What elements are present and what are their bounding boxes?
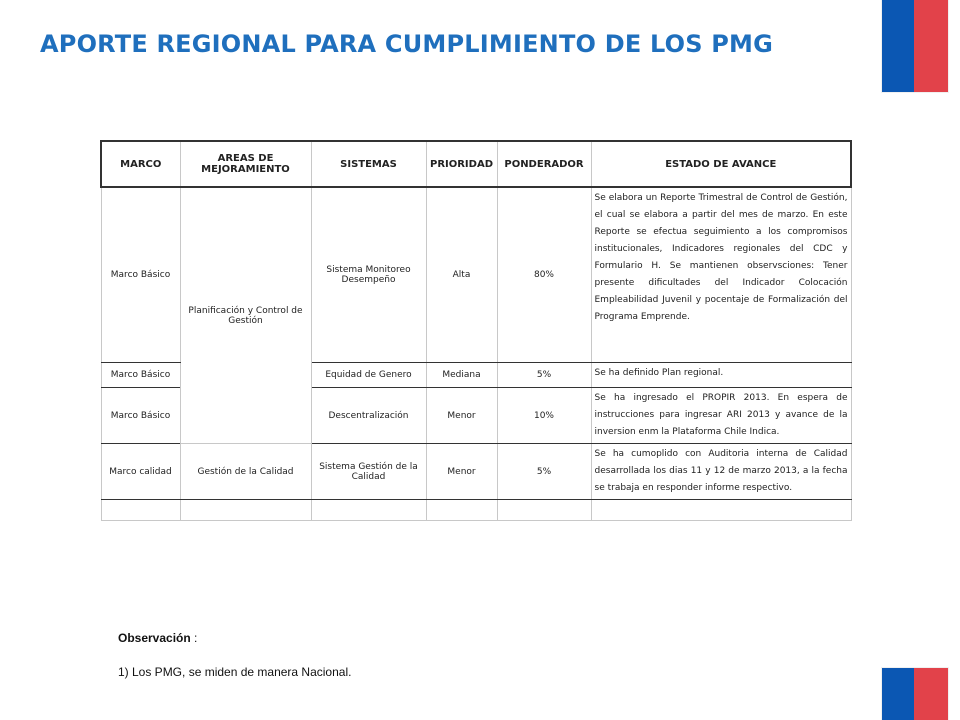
cell-empty bbox=[591, 500, 851, 521]
cell-marco: Marco Básico bbox=[101, 187, 180, 363]
cell-prioridad: Alta bbox=[426, 187, 497, 363]
table-row-empty bbox=[101, 500, 851, 521]
cell-marco: Marco Básico bbox=[101, 363, 180, 388]
observation-line: 1) Los PMG, se miden de manera Nacional. bbox=[118, 665, 352, 679]
table-row bbox=[101, 444, 851, 500]
observation-heading bbox=[118, 631, 197, 645]
cell-estado: Se ha definido Plan regional. bbox=[591, 363, 851, 388]
header-ponderador: PONDERADOR bbox=[497, 141, 591, 187]
flag-red-band bbox=[914, 0, 948, 92]
cell-area: Gestión de la Calidad bbox=[180, 444, 311, 500]
cell-marco: Marco Básico bbox=[101, 388, 180, 444]
header-prioridad: PRIORIDAD bbox=[426, 141, 497, 187]
cell-sistema: Equidad de Genero bbox=[311, 363, 426, 388]
cell-ponderador: 10% bbox=[497, 388, 591, 444]
header-marco: MARCO bbox=[101, 141, 180, 187]
cell-empty bbox=[497, 500, 591, 521]
cell-prioridad: Mediana bbox=[426, 363, 497, 388]
pmg-table bbox=[100, 140, 852, 521]
cell-estado: Se ha cumoplido con Auditoria interna de Calidad desarrollada los dias 11 y 12 de marzo 2013, a la fecha se trabaja en responder informe respectivo. bbox=[591, 444, 851, 500]
header-sistemas: SISTEMAS bbox=[311, 141, 426, 187]
cell-sistema: Sistema Monitoreo Desempeño bbox=[311, 187, 426, 363]
cell-estado: Se ha ingresado el PROPIR 2013. En espera de instrucciones para ingresar ARI 2013 y avance de la inversion enm la Plataforma Chile Indica. bbox=[591, 388, 851, 444]
observation-label: Observación bbox=[118, 631, 191, 645]
cell-ponderador: 5% bbox=[497, 363, 591, 388]
flag-blue-band bbox=[882, 0, 914, 92]
cell-ponderador: 5% bbox=[497, 444, 591, 500]
cell-prioridad: Menor bbox=[426, 388, 497, 444]
table-row bbox=[101, 187, 851, 363]
header-areas: AREAS DE MEJORAMIENTO bbox=[180, 141, 311, 187]
cell-ponderador: 80% bbox=[497, 187, 591, 363]
cell-empty bbox=[426, 500, 497, 521]
cell-sistema: Descentralización bbox=[311, 388, 426, 444]
table-header-row bbox=[101, 141, 851, 187]
cell-prioridad: Menor bbox=[426, 444, 497, 500]
chile-flag-stripe-bottom bbox=[882, 668, 948, 720]
observation-separator: : bbox=[190, 631, 198, 645]
cell-sistema: Sistema Gestión de la Calidad bbox=[311, 444, 426, 500]
cell-empty bbox=[101, 500, 180, 521]
cell-empty bbox=[311, 500, 426, 521]
cell-estado: Se elabora un Reporte Trimestral de Control de Gestión, el cual se elabora a partir del mes de marzo. En este Reporte se efectua seguimiento a los compromisos institucionales, Indicadores regionales del CDC y Formulario H. Se mantienen observsciones: Tener presente dificultades del Indicador Colocación Empleabilidad Juvenil y pocentaje de Formalización del Programa Emprende. bbox=[591, 187, 851, 363]
cell-empty bbox=[180, 500, 311, 521]
flag-red-band bbox=[914, 668, 948, 720]
chile-flag-stripe-top bbox=[882, 0, 948, 92]
header-estado: ESTADO DE AVANCE bbox=[591, 141, 851, 187]
cell-area: Planificación y Control de Gestión bbox=[180, 187, 311, 444]
cell-marco: Marco calidad bbox=[101, 444, 180, 500]
flag-blue-band bbox=[882, 668, 914, 720]
page-title: APORTE REGIONAL PARA CUMPLIMIENTO DE LOS PMG bbox=[40, 30, 774, 58]
